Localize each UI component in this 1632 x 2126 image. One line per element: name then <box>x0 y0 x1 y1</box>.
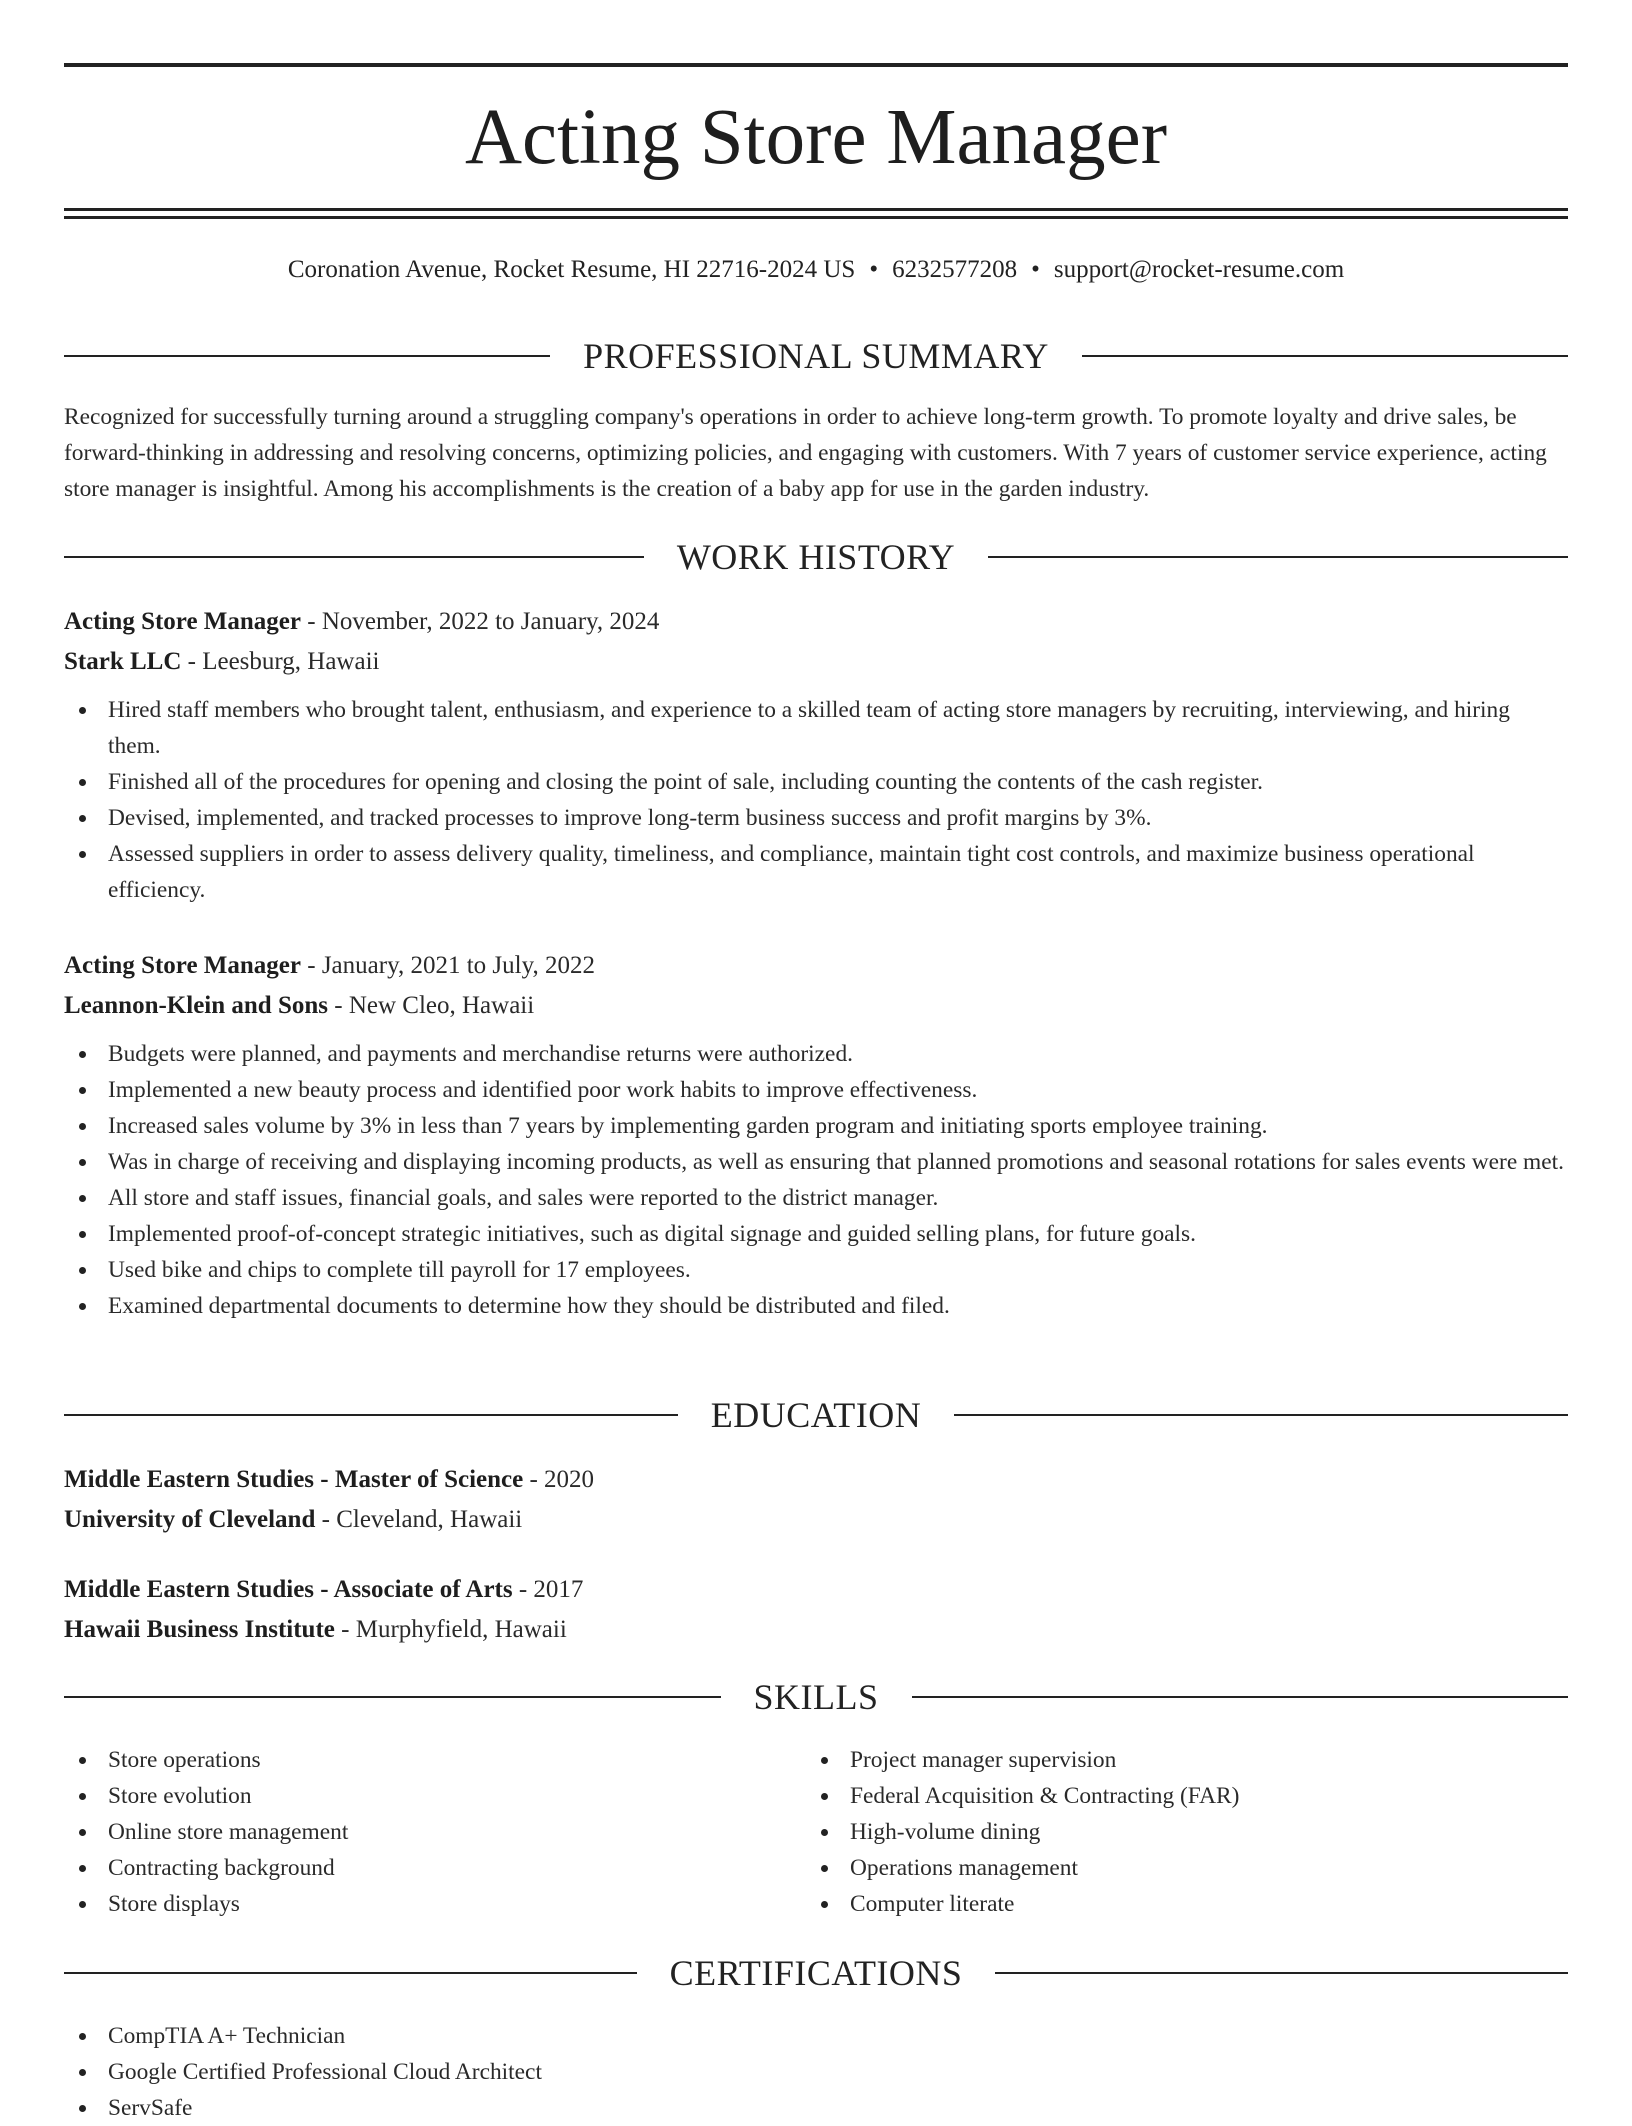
contact-line <box>64 254 1568 286</box>
list-item: Used bike and chips to complete till payroll for 17 employees. <box>64 1252 1568 1288</box>
header-bottom-rule-double <box>64 216 1568 219</box>
job-title: Acting Store Manager <box>64 608 301 635</box>
skill-item: Store displays <box>64 1886 764 1922</box>
list-item: Devised, implemented, and tracked processes to improve long-term business success and profit margins by 3%. <box>64 800 1568 836</box>
list-item: Assessed suppliers in order to assess delivery quality, timeliness, and compliance, maintain tight cost controls, and maximize business operational efficiency. <box>64 836 1568 908</box>
header-top-rule <box>64 63 1568 67</box>
contact-phone: 6232577208 <box>892 256 1018 283</box>
list-item: Examined departmental documents to determine how they should be distributed and filed. <box>64 1288 1568 1324</box>
certification-item: Google Certified Professional Cloud Architect <box>64 2054 1568 2090</box>
education-school-line <box>64 1500 1568 1540</box>
section-title: EDUCATION <box>710 1395 922 1435</box>
skill-item: High-volume dining <box>806 1814 1506 1850</box>
skill-item: Federal Acquisition & Contracting (FAR) <box>806 1778 1506 1814</box>
education-degree: Middle Eastern Studies - Master of Science <box>64 1466 524 1493</box>
heading-rule <box>988 556 1568 558</box>
section-heading-summary <box>64 334 1568 378</box>
job-entry <box>64 602 1568 908</box>
job-entry <box>64 946 1568 1324</box>
section-heading-education <box>64 1393 1568 1437</box>
job-dates: - January, 2021 to July, 2022 <box>301 952 595 979</box>
section-title: CERTIFICATIONS <box>669 1953 963 1993</box>
list-item: Implemented proof-of-concept strategic initiatives, such as digital signage and guided selling plans, for future goals. <box>64 1216 1568 1252</box>
section-title: WORK HISTORY <box>676 537 956 577</box>
education-degree-line <box>64 1570 1568 1610</box>
education-entry <box>64 1570 1568 1650</box>
resume-name: Acting Store Manager <box>464 94 1167 181</box>
education-year: - 2020 <box>523 1466 595 1493</box>
heading-rule <box>64 1972 637 1974</box>
education-school: University of Cleveland <box>64 1506 316 1533</box>
list-item: Budgets were planned, and payments and merchandise returns were authorized. <box>64 1036 1568 1072</box>
skill-item: Contracting background <box>64 1850 764 1886</box>
section-heading-work-history <box>64 535 1568 579</box>
heading-rule <box>64 1414 678 1416</box>
education-location: - Murphyfield, Hawaii <box>334 1616 567 1643</box>
certification-item: ServSafe <box>64 2090 1568 2126</box>
list-item: Hired staff members who brought talent, enthusiasm, and experience to a skilled team of acting store managers by recruiting, interviewing, and hiring them. <box>64 692 1568 764</box>
job-dates: - November, 2022 to January, 2024 <box>301 608 660 635</box>
header-bottom-rule <box>64 208 1568 211</box>
heading-rule <box>954 1414 1568 1416</box>
skill-item: Computer literate <box>806 1886 1506 1922</box>
education-location: - Cleveland, Hawaii <box>315 1506 523 1533</box>
heading-rule <box>1082 355 1568 357</box>
section-heading-skills <box>64 1675 1568 1719</box>
job-company-line <box>64 642 1568 682</box>
job-title-line <box>64 946 1568 986</box>
education-school: Hawaii Business Institute <box>64 1616 335 1643</box>
job-title: Acting Store Manager <box>64 952 301 979</box>
skills-list-right <box>806 1742 1506 1922</box>
job-bullets <box>64 1036 1568 1324</box>
education-entry <box>64 1460 1568 1540</box>
skill-item: Store evolution <box>64 1778 764 1814</box>
certification-item: CompTIA A+ Technician <box>64 2018 1568 2054</box>
skill-item: Operations management <box>806 1850 1506 1886</box>
contact-separator: • <box>1031 256 1040 283</box>
list-item: Was in charge of receiving and displaying incoming products, as well as ensuring that planned promotions and seasonal rotations for sales events were met. <box>64 1144 1568 1180</box>
list-item: Finished all of the procedures for opening and closing the point of sale, including counting the contents of the cash register. <box>64 764 1568 800</box>
heading-rule <box>995 1972 1568 1974</box>
heading-rule <box>64 1696 721 1698</box>
list-item: Implemented a new beauty process and identified poor work habits to improve effectiveness. <box>64 1072 1568 1108</box>
education-year: - 2017 <box>512 1576 584 1603</box>
job-location: - Leesburg, Hawaii <box>181 648 380 675</box>
job-location: - New Cleo, Hawaii <box>328 992 535 1019</box>
contact-separator: • <box>869 256 879 283</box>
section-heading-certifications <box>64 1951 1568 1995</box>
certifications-list <box>64 2018 1568 2126</box>
job-company: Leannon-Klein and Sons <box>64 992 328 1019</box>
job-title-line <box>64 602 1568 642</box>
education-school-line <box>64 1610 1568 1650</box>
skill-item: Project manager supervision <box>806 1742 1506 1778</box>
section-title: SKILLS <box>753 1677 879 1717</box>
contact-email[interactable]: support@rocket-resume.com <box>1053 256 1345 283</box>
heading-rule <box>64 355 550 357</box>
education-degree: Middle Eastern Studies - Associate of Arts <box>64 1576 513 1603</box>
list-item: All store and staff issues, financial goals, and sales were reported to the district manager. <box>64 1180 1568 1216</box>
summary-text: Recognized for successfully turning around a struggling company's operations in order to achieve long-term growth. To promote loyalty and drive sales, be forward-thinking in addressing and resolving concerns, optimizing policies, and engaging with customers. With 7 years of customer service experience, acting store manager is insightful. Among his accomplishments is the creation of a baby app for use in the garden industry. <box>64 404 1547 502</box>
contact-address: Coronation Avenue, Rocket Resume, HI 22716-2024 US <box>287 256 856 283</box>
list-item: Increased sales volume by 3% in less than 7 years by implementing garden program and initiating sports employee training. <box>64 1108 1568 1144</box>
heading-rule <box>912 1696 1569 1698</box>
skill-item: Store operations <box>64 1742 764 1778</box>
section-title: PROFESSIONAL SUMMARY <box>583 336 1049 376</box>
skill-item: Online store management <box>64 1814 764 1850</box>
education-degree-line <box>64 1460 1568 1500</box>
skills-list-left <box>64 1742 764 1922</box>
job-company: Stark LLC <box>64 648 182 675</box>
job-company-line <box>64 986 1568 1026</box>
heading-rule <box>64 556 644 558</box>
job-bullets <box>64 692 1568 908</box>
